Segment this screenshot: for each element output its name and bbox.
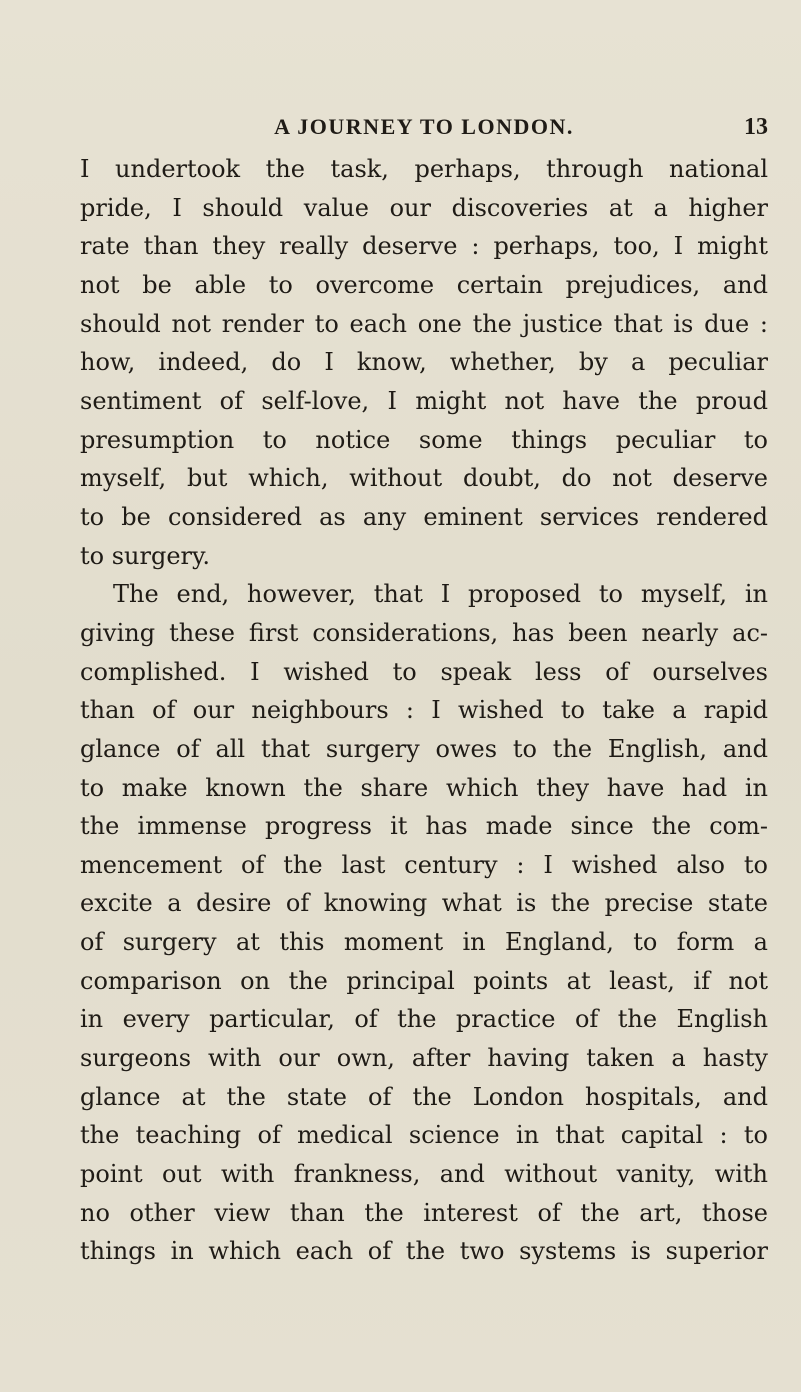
running-title: A JOURNEY TO LONDON. (274, 114, 574, 139)
body-text (80, 150, 768, 1271)
text-line: excite a desire of knowing what is the precise state (80, 889, 768, 918)
text-line: mencement of the last century : I wished also to (80, 850, 768, 879)
text-line: surgeons with our own, after having taken a hasty (80, 1044, 768, 1073)
text-line: giving these first considerations, has been nearly ac- (80, 618, 768, 647)
text-line: glance of all that surgery owes to the English, and (80, 734, 768, 763)
text-line: glance at the state of the London hospitals, and (80, 1082, 768, 1111)
text-line: complished. I wished to speak less of ourselves (80, 657, 768, 686)
text-line: to make known the share which they have had in (80, 773, 768, 802)
text-line: pride, I should value our discoveries at a higher (80, 193, 768, 222)
text-line: than of our neighbours : I wished to take a rapid (80, 696, 768, 725)
text-line: I undertook the task, perhaps, through national (80, 155, 768, 183)
text-line: in every particular, of the practice of the English (80, 1005, 768, 1034)
text-line: point out with frankness, and without vanity, with (80, 1160, 768, 1189)
text-line: to be considered as any eminent services rendered (80, 502, 768, 531)
text-line: rate than they really deserve : perhaps, too, I might (80, 232, 768, 261)
text-line: no other view than the interest of the art, those (80, 1198, 768, 1227)
text-line: myself, but which, without doubt, do not deserve (80, 464, 768, 493)
page-number: 13 (744, 114, 768, 140)
text-line: things in which each of the two systems is superior (80, 1237, 768, 1266)
text-line: the immense progress it has made since the com- (80, 812, 768, 841)
text-line: should not render to each one the justice that is due : (80, 309, 768, 338)
text-line: The end, however, that I proposed to myself, in (113, 580, 768, 609)
text-line: of surgery at this moment in England, to form a (80, 928, 768, 957)
text-line: comparison on the principal points at least, if not (80, 966, 768, 995)
text-line: sentiment of self-love, I might not have the proud (80, 386, 768, 415)
text-line: how, indeed, do I know, whether, by a peculiar (80, 348, 768, 377)
running-head (80, 112, 768, 142)
text-line: to surgery. (80, 541, 211, 570)
text-line: not be able to overcome certain prejudices, and (80, 270, 768, 299)
text-line: presumption to notice some things peculiar to (80, 425, 768, 454)
text-line: the teaching of medical science in that capital : to (80, 1121, 768, 1150)
